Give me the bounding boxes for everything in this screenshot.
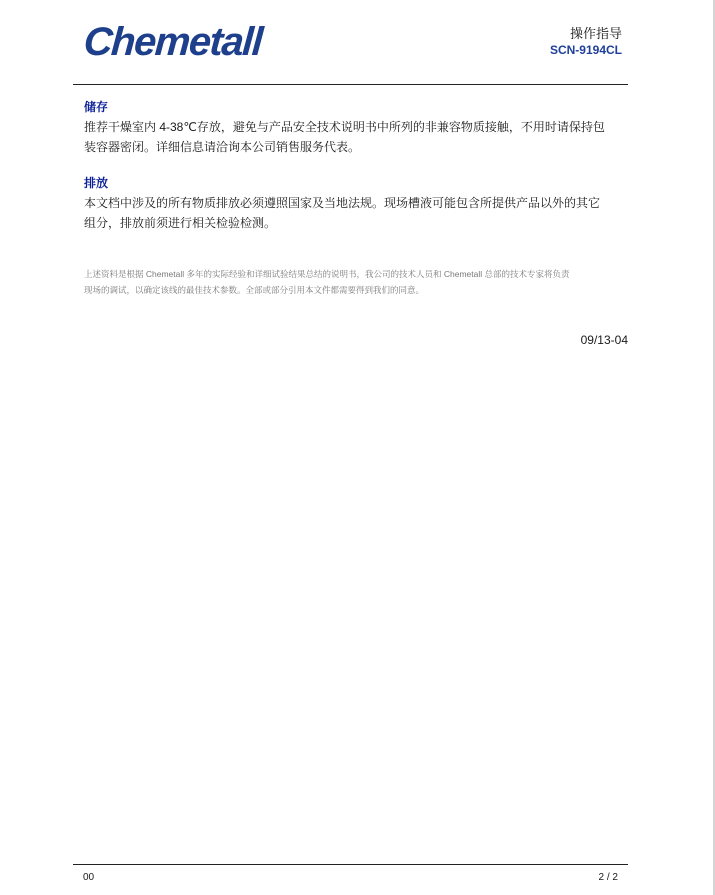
disposal-line: 本文档中涉及的所有物质排放必须遵照国家及当地法规。现场槽液可能包含所提供产品以外的其它 [84,196,601,210]
storage-line: 推荐干燥室内 4-38℃存放，避免与产品安全技术说明书中所列的非兼容物质接触，不用时请保持包 [84,120,605,134]
disclaimer-line: 现场的调试，以确定该线的最佳技术参数。全部或部分引用本文件都需要得到我们的同意。 [84,285,425,295]
document-code: SCN-9194CL [549,43,622,57]
storage-section [84,99,632,157]
disclaimer [84,266,634,298]
footer-revision: 00 [83,872,95,883]
storage-line: 装容器密闭。详细信息请洽询本公司销售服务代表。 [84,140,361,154]
disposal-title: 排放 [84,176,109,190]
disposal-section [84,175,632,233]
storage-body [84,117,632,157]
disposal-line: 组分，排放前须进行相关检验检测。 [84,216,277,230]
page-number: 2 / 2 [598,872,618,883]
document-type: 操作指导 [569,26,622,41]
disclaimer-line: 上述资料是根据 Chemetall 多年的实际经验和详细试验结果总结的说明书，我公司的技术人员和 Chemetall 总部的技术专家将负责 [84,269,570,279]
disposal-body [84,193,632,233]
header-divider [73,84,628,85]
storage-title: 储存 [84,100,109,114]
footer-divider [73,864,628,865]
document-date: 09/13-04 [580,333,628,347]
document-header [550,25,622,58]
chemetall-logo: Chemetall [82,20,264,64]
